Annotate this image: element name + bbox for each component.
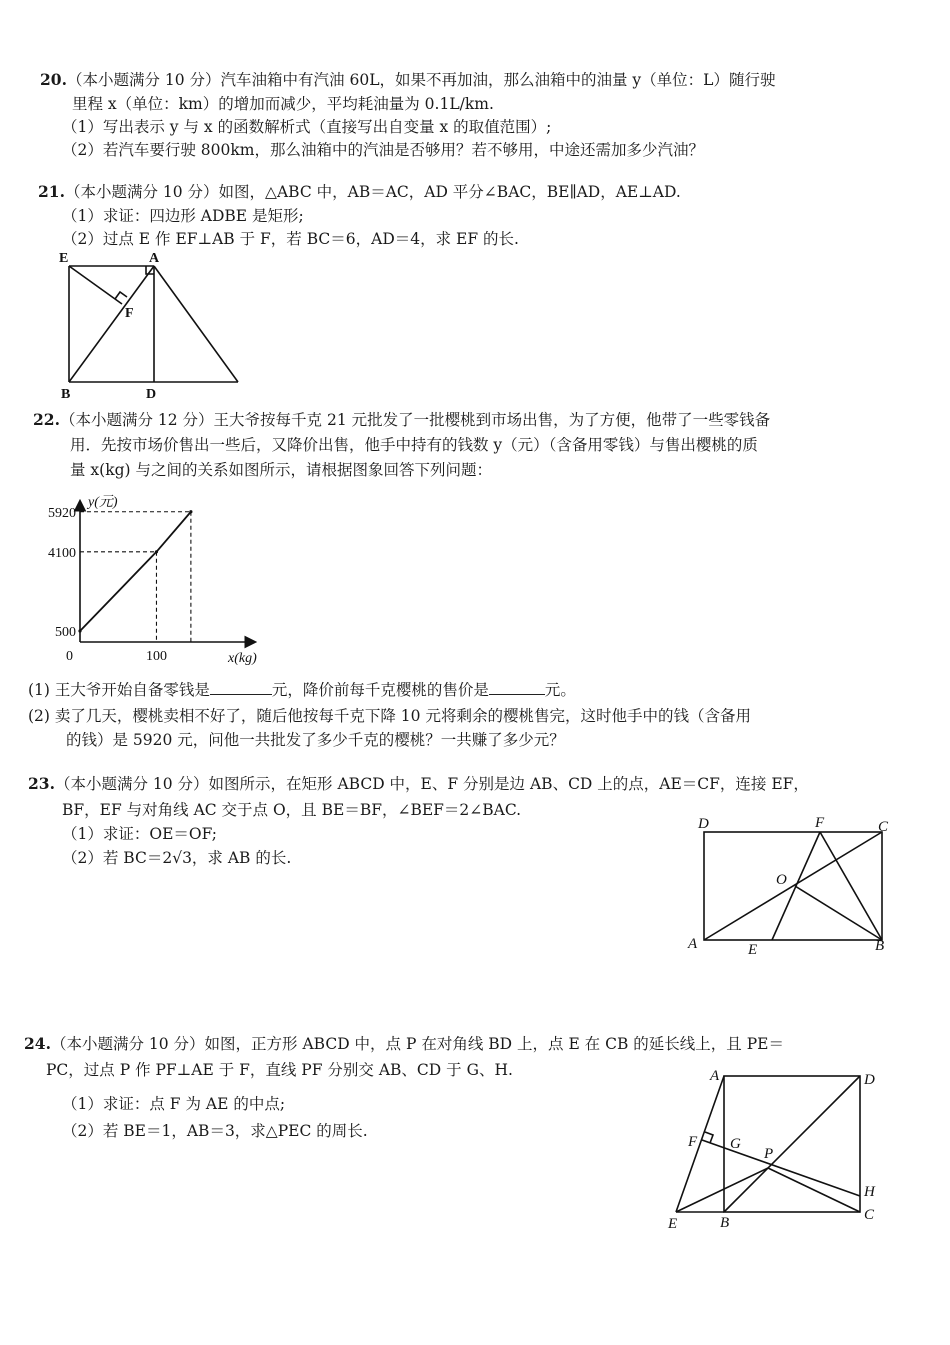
data-point-145 [189, 510, 192, 513]
q24-label-E: E [668, 1216, 678, 1232]
q23-label-C: C [878, 819, 889, 835]
data-point-0 [78, 629, 81, 632]
series-segment-1 [80, 552, 156, 631]
q24-part2: （2）若 BE＝1，AB＝3，求△PEC 的周长. [62, 1122, 368, 1140]
q20-part2: （2）若汽车要行驶 800km，那么油箱中的汽油是否够用？若不够用，中途还需加多少汽油？ [62, 141, 704, 159]
series-segment-2 [156, 512, 190, 552]
q24-header [24, 1034, 784, 1054]
q23-stem: （本小题满分 10 分）如图所示，在矩形 ABCD 中，E、F 分别是边 AB、CD 上的点，AE＝CF，连接 EF， [54, 775, 809, 793]
q24-label-B: B [720, 1215, 730, 1231]
q23-part1: （1）求证：OE＝OF; [62, 825, 218, 843]
q22-part2: (2) 卖了几天，樱桃卖相不好了，随后他按每千克下降 10 元将剩余的樱桃售完，这时他手中的钱（含备用 [28, 707, 751, 725]
q24-stem-line2: PC，过点 P 作 PF⊥AE 于 F，直线 PF 分别交 AB、CD 于 G、H. [46, 1061, 513, 1079]
q24-label-P: P [764, 1146, 774, 1162]
y-axis-label: y(元) [88, 495, 118, 510]
q21-label-A: A [149, 251, 160, 266]
q22-part2-line2: 的钱）是 5920 元，问他一共批发了多少千克的樱桃？一共赚了多少元？ [66, 731, 565, 749]
data-point-100 [155, 550, 158, 553]
q23-label-E: E [748, 942, 758, 958]
q23-label-F: F [815, 815, 825, 831]
q21-part2: （2）过点 E 作 EF⊥AB 于 F，若 BC＝6，AD＝4，求 EF 的长. [62, 230, 519, 248]
y-tick-label-4100: 4100 [48, 545, 76, 561]
q24-label-D: D [864, 1072, 875, 1088]
q20-stem-line2: 里程 x（单位：km）的增加而减少，平均耗油量为 0.1L/km. [72, 95, 494, 113]
q22-number: 22. [33, 410, 60, 429]
q24-number: 24. [24, 1034, 51, 1053]
q24-label-A: A [710, 1068, 720, 1084]
y-tick-label-5920: 5920 [48, 505, 76, 521]
q24-figure [660, 1062, 890, 1242]
q21-part1: （1）求证：四边形 ADBE 是矩形; [62, 207, 304, 225]
q24-seg-EA [676, 1076, 724, 1212]
q22-part1-text-c: 元。 [544, 681, 576, 699]
x-tick-label-100: 100 [145, 649, 167, 664]
q23-label-A: A [688, 936, 698, 952]
q21-seg-EF [69, 266, 122, 304]
q20-number: 20. [40, 70, 67, 89]
q21-label-F: F [125, 306, 134, 321]
origin-label: 0 [66, 649, 73, 664]
q21-right-angle-F [115, 292, 127, 299]
q23-label-O: O [776, 872, 787, 888]
q22-answer-blank-1[interactable] [210, 680, 272, 695]
q24-label-G: G [730, 1136, 741, 1152]
x-axis-label: x(kg) [228, 651, 257, 666]
q24-label-F: F [688, 1134, 698, 1150]
q21-seg-AB [69, 266, 154, 382]
q22-part1-text-b: 元，降价前每千克樱桃的售价是 [271, 681, 489, 699]
q23-seg-BF [820, 832, 882, 940]
q21-figure [55, 248, 255, 400]
q23-header [28, 774, 809, 794]
q21-stem: （本小题满分 10 分）如图，△ABC 中，AB＝AC，AD 平分∠BAC，BE∥AD，AE⊥AD. [64, 183, 681, 201]
q24-label-C: C [864, 1207, 875, 1223]
q23-figure [684, 810, 904, 960]
y-tick-label-500: 500 [55, 625, 76, 640]
q24-seg-PC [768, 1168, 860, 1212]
q24-stem: （本小题满分 10 分）如图，正方形 ABCD 中，点 P 在对角线 BD 上，点 E 在 CB 的延长线上，且 PE＝ [50, 1035, 784, 1053]
q24-diagonal-BD [724, 1076, 860, 1212]
q23-stem-line2: BF，EF 与对角线 AC 交于点 O，且 BE＝BF，∠BEF＝2∠BAC. [62, 801, 522, 819]
q21-number: 21. [38, 182, 65, 201]
q21-label-E: E [59, 251, 69, 266]
q23-number: 23. [28, 774, 55, 793]
q22-part1-text-a: (1) 王大爷开始自备零钱是 [28, 681, 210, 699]
q23-label-B: B [875, 938, 885, 954]
q24-part1: （1）求证：点 F 为 AE 的中点; [62, 1095, 286, 1113]
q22-header [33, 410, 770, 430]
q23-seg-BO [795, 886, 882, 940]
q21-label-B: B [61, 387, 71, 400]
q22-stem: （本小题满分 12 分）王大爷按每千克 21 元批发了一批樱桃到市场出售，为了方便，他带了一些零钱备 [59, 411, 771, 429]
q20-header [40, 70, 775, 90]
q20-stem: （本小题满分 10 分）汽车油箱中有汽油 60L，如果不再加油，那么油箱中的油量 y（单位：L）随行驶 [66, 71, 776, 89]
q22-stem-line3: 量 x(kg) 与之间的关系如图所示，请根据图象回答下列问题： [70, 461, 493, 479]
q22-part1 [28, 680, 576, 700]
q22-stem-line2: 用．先按市场价售出一些后，又降价出售，他手中持有的钱数 y（元）（含备用零钱）与售出樱桃的质 [70, 436, 758, 454]
q22-chart [40, 488, 270, 673]
q20-part1: （1）写出表示 y 与 x 的函数解析式（直接写出自变量 x 的取值范围）; [62, 118, 552, 136]
q22-answer-blank-2[interactable] [489, 680, 545, 695]
q21-header [38, 182, 681, 202]
q21-label-D: D [146, 387, 157, 400]
q21-seg-AC [154, 266, 238, 382]
q24-label-H: H [864, 1184, 875, 1200]
q23-part2: （2）若 BC＝2√3，求 AB 的长. [62, 849, 292, 867]
q23-label-D: D [698, 816, 709, 832]
